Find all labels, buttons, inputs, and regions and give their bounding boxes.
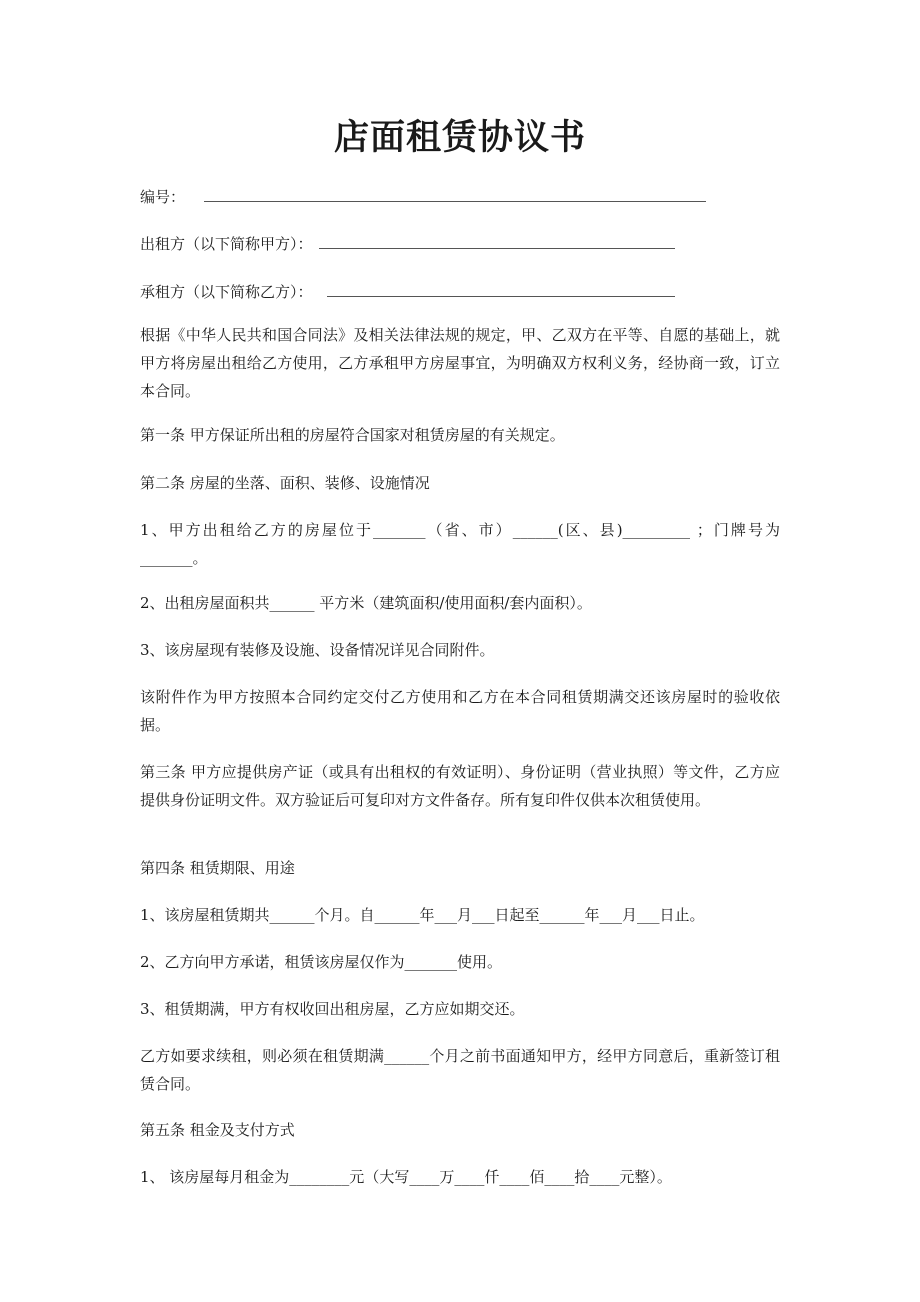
article-4-heading: 第四条 租赁期限、用途 (140, 859, 295, 877)
preamble-paragraph: 根据《中华人民共和国合同法》及相关法律法规的规定，甲、乙双方在平等、自愿的基础上，就甲方将房屋出租给乙方使用，乙方承租甲方房屋事宜，为明确双方权利义务，经协商一致，订立本合同。 (140, 326, 780, 400)
lessor-field (140, 230, 780, 258)
contract-number-blank (204, 183, 706, 202)
document-title: 店面租赁协议书 (333, 117, 586, 158)
article-3: 第三条 甲方应提供房产证（或具有出租权的有效证明）、身份证明（营业执照）等文件，乙方应提供身份证明文件。双方验证后可复印对方文件备存。所有复印件仅供本次租赁使用。 (140, 763, 780, 809)
article-1: 第一条 甲方保证所出租的房屋符合国家对租赁房屋的有关规定。 (140, 426, 565, 444)
contract-number-field (140, 183, 780, 211)
lessee-blank (327, 278, 675, 297)
lessee-field (140, 278, 780, 306)
attachment-note: 该附件作为甲方按照本合同约定交付乙方使用和乙方在本合同租赁期满交还该房屋时的验收依据。 (140, 688, 780, 734)
article-2-heading: 第二条 房屋的坐落、面积、装修、设施情况 (140, 474, 430, 492)
article-2-item-3: 3、该房屋现有装修及设施、设备情况详见合同附件。 (140, 641, 495, 659)
lessee-label: 承租方（以下简称乙方）： (140, 283, 313, 301)
article-5-heading: 第五条 租金及支付方式 (140, 1121, 295, 1139)
lessor-label: 出租方（以下简称甲方）： (140, 235, 313, 253)
article-2-item-2: 2、出租房屋面积共______ 平方米（建筑面积/使用面积/套内面积）。 (140, 594, 592, 612)
contract-number-label: 编号： (140, 188, 186, 206)
lessor-blank (319, 230, 675, 249)
renewal-note: 乙方如要求续租，则必须在租赁期满______个月之前书面通知甲方，经甲方同意后，重新签订租赁合同。 (140, 1047, 780, 1093)
article-2-item-1: 1、甲方出租给乙方的房屋位于_______（省、市）______(区、县)_________ ；门牌号为_______。 (140, 521, 780, 567)
article-4-item-2: 2、乙方向甲方承诺，租赁该房屋仅作为_______使用。 (140, 953, 503, 971)
article-4-item-3: 3、租赁期满，甲方有权收回出租房屋，乙方应如期交还。 (140, 1000, 525, 1018)
article-4-item-1: 1、该房屋租赁期共______个月。自______年___月___日起至______年___月___日止。 (140, 906, 705, 924)
article-5-item-1: 1、 该房屋每月租金为________元（大写____万____仟____佰____拾____元整）。 (140, 1168, 672, 1186)
